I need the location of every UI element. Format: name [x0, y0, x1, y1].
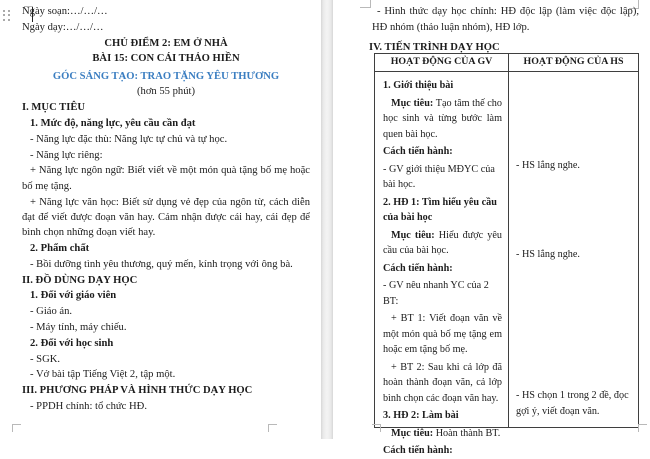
paragraph[interactable]: - SGK. [30, 353, 61, 365]
paragraph[interactable]: Mục tiêu: Hiểu được yêu cầu của bài học. [383, 229, 502, 256]
margin-corner-mark [372, 424, 381, 425]
hs-activities-cell[interactable] [509, 72, 639, 428]
paragraph[interactable]: - Năng lực riêng: [30, 149, 103, 161]
paragraph[interactable]: - GV giới thiệu MĐYC của bài học. [383, 163, 495, 190]
paragraph[interactable]: (hơn 55 phút) [137, 86, 195, 98]
document-page-left[interactable] [0, 0, 321, 439]
paragraph[interactable]: 1. Mức độ, năng lực, yêu cầu cần đạt [30, 118, 196, 130]
paragraph[interactable]: Cách tiến hành: [383, 146, 453, 157]
paragraph[interactable]: Mục tiêu: Hoàn thành BT. [391, 427, 501, 439]
margin-corner-mark [268, 424, 269, 432]
margin-corner-mark [370, 0, 371, 8]
paragraph[interactable]: 2. HĐ 1: Tìm hiểu yêu cầu của bài học [383, 196, 497, 223]
margin-corner-mark [638, 424, 639, 432]
paragraph[interactable]: - Năng lực đặc thù: Năng lực tự chủ và tự học. [30, 133, 228, 145]
paragraph[interactable]: IV. TIẾN TRÌNH DẠY HỌC [369, 41, 500, 53]
lesson-activity-table [374, 53, 639, 456]
paragraph[interactable]: - GV nêu nhanh YC của 2 BT: [383, 280, 489, 307]
paragraph[interactable]: Cách tiến hành: [383, 262, 453, 274]
table-header-gv[interactable]: HOẠT ĐỘNG CỦA GV [375, 54, 509, 72]
paragraph[interactable]: 3. HĐ 2: Làm bài [383, 410, 459, 421]
paragraph[interactable]: - Vở bài tập Tiếng Việt 2, tập một. [30, 369, 176, 381]
paragraph-lead: Mục tiêu: [391, 97, 434, 109]
hs-cell-content [510, 73, 637, 421]
table-header-hs[interactable]: HOẠT ĐỘNG CỦA HS [509, 54, 639, 72]
drag-handle-icon[interactable] [2, 9, 11, 22]
paragraph[interactable]: Mục tiêu: Tạo tâm thế cho học sinh và từng bước làm quen bài học. [383, 97, 502, 140]
page-gap [321, 0, 333, 439]
document-page-right[interactable] [333, 0, 650, 456]
hs-note[interactable]: - HS lắng nghe. [516, 249, 580, 260]
margin-corner-mark [638, 424, 647, 425]
paragraph[interactable]: GÓC SÁNG TẠO: TRAO TẶNG YÊU THƯƠNG [52, 70, 280, 82]
paragraph[interactable]: III. PHƯƠNG PHÁP VÀ HÌNH THỨC DẠY HỌC [22, 385, 253, 397]
margin-corner-mark [268, 424, 277, 425]
paragraph[interactable]: 2. Đối với học sinh [30, 337, 114, 349]
paragraph-lead: Mục tiêu: [391, 229, 435, 241]
paragraph[interactable]: Ngày dạy:…/…/… [22, 21, 104, 33]
paragraph[interactable]: - PPDH chính: tổ chức HĐ. [30, 400, 147, 412]
margin-corner-mark [380, 424, 381, 432]
paragraph[interactable]: Cách tiến hành: [383, 445, 453, 456]
paragraph[interactable]: - Hình thức dạy học chính: HĐ độc lập (làm việc độc lập), HĐ nhóm (thảo luận nhóm), HĐ lớp. [372, 6, 639, 34]
paragraph[interactable]: 1. Đối với giáo viên [30, 290, 117, 302]
paragraph-lead: Mục tiêu: [391, 427, 434, 439]
paragraph[interactable]: 2. Phẩm chất [30, 242, 90, 254]
margin-corner-mark [360, 7, 370, 8]
paragraph[interactable]: I. MỤC TIÊU [22, 102, 86, 114]
hs-note[interactable]: - HS lắng nghe. [516, 160, 580, 171]
paragraph[interactable]: - Máy tính, máy chiếu. [30, 321, 127, 333]
gv-activities-cell[interactable] [375, 72, 509, 456]
paragraph[interactable]: Ngày soạn:…/…/… [22, 6, 108, 17]
margin-corner-mark [12, 424, 21, 425]
paragraph[interactable]: + BT 2: Sau khi cả lớp đã hoàn thành đoạn văn, cả lớp bình chọn các đoạn văn hay. [383, 361, 502, 404]
paragraph[interactable]: - Giáo án. [30, 306, 73, 318]
table-body-row [375, 72, 639, 428]
paragraph[interactable]: BÀI 15: CON CÁI THẢO HIỀN [92, 53, 240, 65]
paragraph[interactable]: II. ĐỒ DÙNG DẠY HỌC [22, 274, 138, 286]
paragraph[interactable]: + BT 1: Viết đoạn văn về một món quà bố mẹ tặng em hoặc em tặng bố mẹ. [383, 313, 502, 355]
left-page-text [22, 4, 310, 415]
paragraph[interactable]: 1. Giới thiệu bài [383, 80, 454, 91]
paragraph[interactable]: - Bồi dưỡng tình yêu thương, quý mến, kính trọng với ông bà. [30, 258, 293, 270]
margin-corner-mark [12, 424, 13, 432]
paragraph[interactable]: + Năng lực văn học: Biết sử dụng vẻ đẹp của ngôn từ, cách diễn đạt để viết được đoạn văn hay. Cảm nhận được cái hay, cái đẹp để bình chọn những đoạn viết hay. [22, 196, 310, 239]
paragraph[interactable]: + Năng lực ngôn ngữ: Biết viết về một món quà tặng bố mẹ hoặc bố mẹ tặng. [22, 165, 310, 192]
hs-note[interactable]: - HS chọn 1 trong 2 đề, đọc gợi ý, viết đoạn văn. [516, 390, 629, 417]
table-header-row [375, 54, 639, 72]
paragraph[interactable]: CHỦ ĐIỂM 2: EM Ở NHÀ [104, 37, 228, 49]
